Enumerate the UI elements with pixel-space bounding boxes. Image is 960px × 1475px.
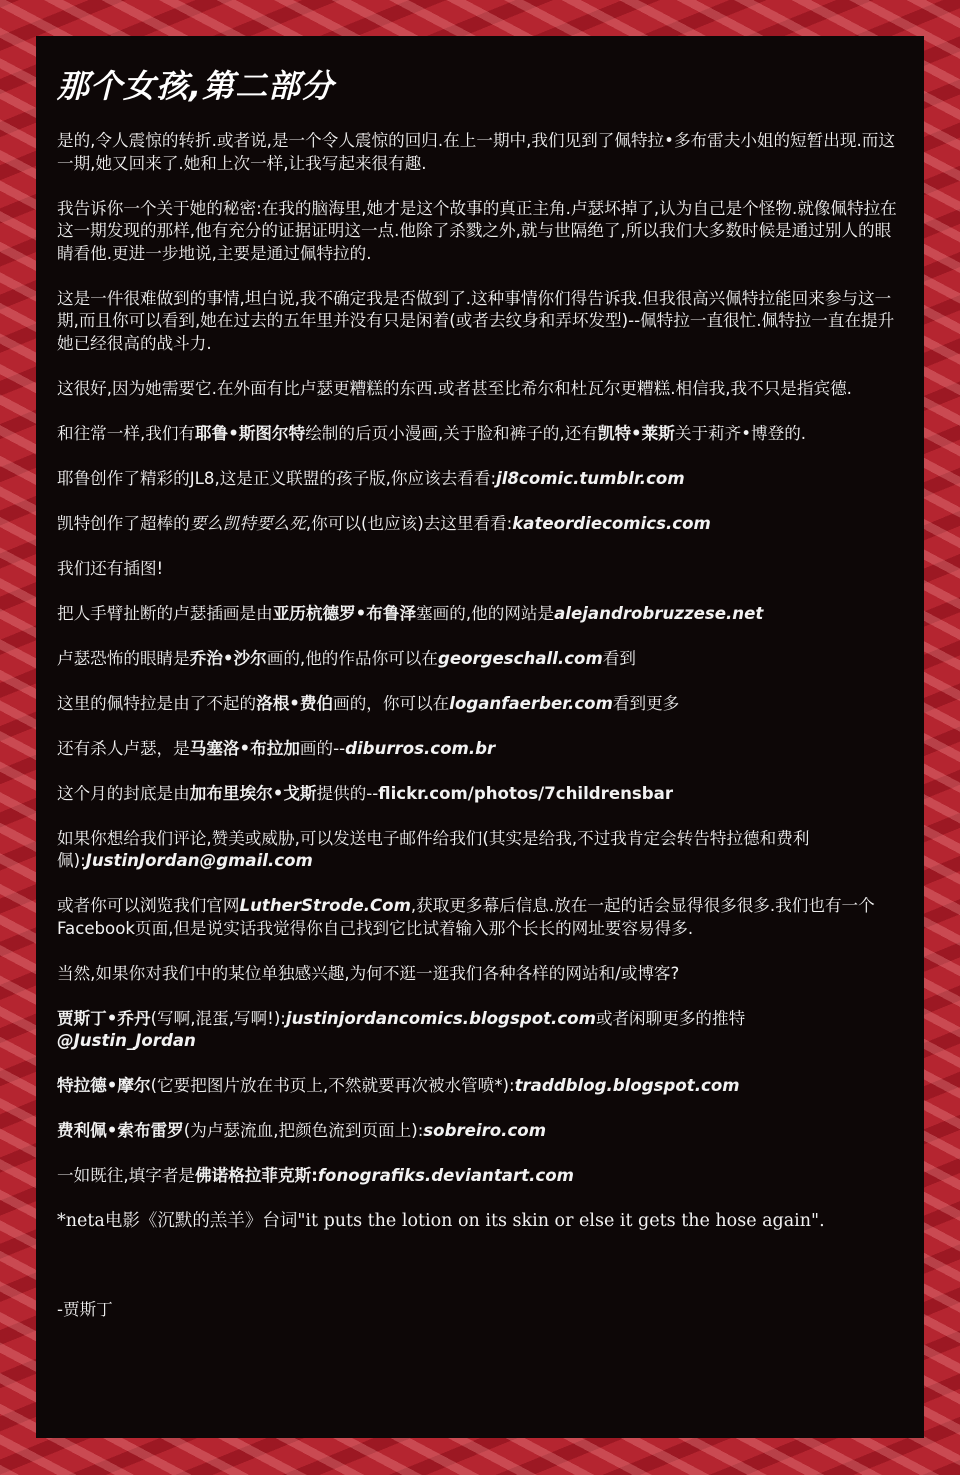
artist-name: 洛根•费伯 [256,693,334,713]
letters-page-panel [36,36,924,1438]
paragraph-justin [57,1008,904,1053]
text: 如果你想给我们评论,赞美或威胁,可以发送电子邮件给我们(其实是给我,不过我肯定会转告特拉德和费利佩): [57,828,810,870]
paragraph-website [57,895,904,940]
text: 提供的-- [316,783,379,803]
text: : [311,1166,318,1185]
text: 这里的佩特拉是由了不起的 [57,693,257,713]
text: ,获取更多幕后信息.放在一起的话会显得很多很多.我们也有一个Facebook页面,但是说实话我觉得你自己找到它比试着输入那个长长的网址要容易得多. [57,896,875,938]
text: 耶鲁创作了精彩的JL8,这是正义联盟的孩子版,你应该去看看: [57,468,497,488]
signature: -贾斯丁 [57,1299,113,1319]
creator-name: 贾斯丁•乔丹 [57,1008,151,1028]
text: (写啊,混蛋,写啊!): [150,1008,286,1028]
text: 一如既往,填字者是 [57,1166,196,1185]
text: 画的,他的作品你可以在 [266,648,438,668]
artist-name: 耶鲁•斯图尔特 [195,423,306,443]
text: 这个月的封底是由 [57,783,190,803]
diburros-link[interactable]: diburros.com.br [345,738,496,758]
paragraph-back-cover [57,783,904,806]
text: 和往常一样,我们有 [57,423,196,443]
justin-blog-link[interactable]: justinjordancomics.blogspot.com [285,1008,596,1028]
text: 关于莉齐•博登的. [674,423,807,443]
text: ,你可以(也应该)去这里看看: [305,513,513,533]
text: 看到 [602,648,636,668]
text: (它要把图片放在书页上,不然就要再次被水管喷*): [150,1076,515,1095]
text: 绘制的后页小漫画,关于脸和裤子的,还有 [305,423,598,443]
artist-name: 马塞洛•布拉加 [189,738,300,758]
creator-name: 特拉德•摩尔 [57,1076,151,1095]
georgeschall-link[interactable]: georgeschall.com [437,648,603,668]
text: 还有杀人卢瑟，是 [57,738,190,758]
jl8-link[interactable]: jl8comic.tumblr.com [496,468,685,488]
text: 塞画的,他的网站是 [416,603,555,623]
paragraph-letterer [57,1165,904,1188]
footnote: *neta电影《沉默的羔羊》台词"it puts the lotion on its skin or else it gets the hose again". [57,1211,825,1231]
text: 卢瑟恐怖的眼睛是 [57,648,190,668]
paragraph-secret: 我告诉你一个关于她的秘密:在我的脑海里,她才是这个故事的真正主角.卢瑟坏掉了,认为自己是个怪物.就像佩特拉在这一期发现的那样,他有充分的证据证明这一点.他除了杀戮之外,就与世隔绝了,所以我们大多数时候是通过别人的眼睛看他.更进一步地说,主要是通过佩特拉的. [57,198,897,263]
artist-name: 乔治•沙尔 [189,648,267,668]
email-link[interactable]: JustinJordan@gmail.com [85,851,313,870]
paragraph-logan [57,693,904,716]
paragraph-alejandro [57,603,904,626]
kateordie-link[interactable]: kateordiecomics.com [512,513,711,533]
text: 把人手臂扯断的卢瑟插画是由 [57,603,273,623]
text: 或者你可以浏览我们官网 [57,896,240,915]
paragraph-backup-comics [57,423,904,446]
paragraph-difficulty: 这是一件很难做到的事情,坦白说,我不确定我是否做到了.这种事情你们得告诉我.但我很高兴佩特拉能回来参与这一期,而且你可以看到,她在过去的五年里并没有只是闲着(或者去纹身和弄坏发型)--佩特拉一直很忙.佩特拉一直在提升她已经很高的战斗力. [57,288,895,353]
twitter-handle-link[interactable]: @Justin_Jordan [57,1031,196,1050]
paragraph-illustrations: 我们还有插图! [57,558,164,578]
artist-name: 加布里埃尔•戈斯 [189,783,317,803]
paragraph-jl8 [57,468,904,491]
artist-name: 凯特•莱斯 [597,423,675,443]
artist-name: 亚历杭德罗•布鲁泽 [272,603,417,623]
text: (为卢瑟流血,把颜色流到页面上): [183,1121,424,1140]
lutherstrode-link[interactable]: LutherStrode.Com [239,896,411,915]
sobreiro-link[interactable]: sobreiro.com [423,1121,546,1140]
creator-name: 费利佩•索布雷罗 [57,1121,184,1140]
paragraph-individual: 当然,如果你对我们中的某位单独感兴趣,为何不逛一逛我们各种各样的网站和/或博客? [57,963,680,983]
paragraph-intro: 是的,令人震惊的转折.或者说,是一个令人震惊的回归.在上一期中,我们见到了佩特拉•多布雷夫小姐的短暂出现.而这一期,她又回来了.她和上次一样,让我写起来很有趣. [57,131,895,173]
page-title: 那个女孩,第二部分 [57,67,335,105]
paragraph-need: 这很好,因为她需要它.在外面有比卢瑟更糟糕的东西.或者甚至比希尔和杜瓦尔更糟糕.相信我,我不只是指宾德. [57,378,852,398]
text: 看到更多 [612,693,680,713]
comic-title: 要么凯特要么死 [189,513,306,533]
paragraph-email [57,828,904,873]
fonografiks-link[interactable]: fonografiks.deviantart.com [317,1166,574,1185]
paragraph-kate [57,513,904,536]
text: 画的，你可以在 [333,693,450,713]
creator-name: 佛诺格拉菲克斯 [195,1166,312,1185]
tradd-blog-link[interactable]: traddblog.blogspot.com [514,1076,740,1095]
loganfaerber-link[interactable]: loganfaerber.com [449,693,613,713]
text: 画的-- [299,738,346,758]
paragraph-marcelo [57,738,904,761]
alejandro-link[interactable]: alejandrobruzzese.net [554,603,764,623]
flickr-link[interactable]: flickr.com/photos/7childrensbar [378,783,674,803]
text: 凯特创作了超棒的 [57,513,190,533]
text: 或者闲聊更多的推特 [595,1008,746,1028]
paragraph-felipe [57,1120,904,1143]
paragraph-tradd [57,1075,904,1098]
paragraph-george [57,648,904,671]
